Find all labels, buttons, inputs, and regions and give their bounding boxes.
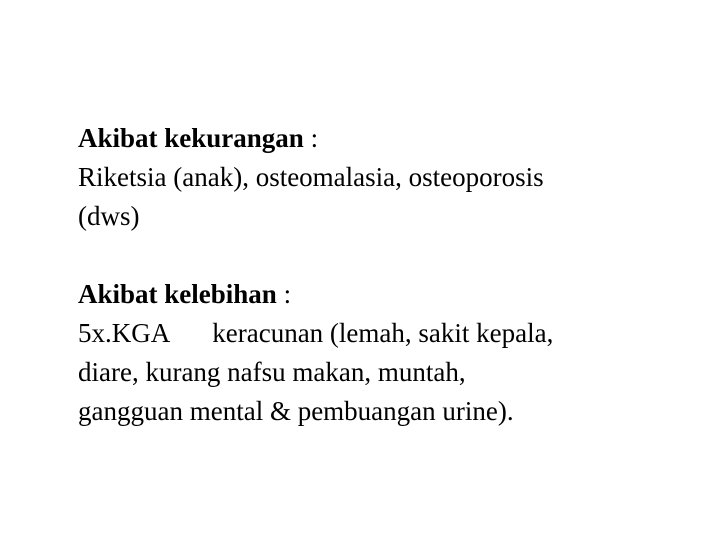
excess-dose: 5x.KGA: [78, 318, 171, 348]
section-spacer: [78, 236, 698, 275]
excess-line-2: diare, kurang nafsu makan, muntah,: [78, 357, 466, 387]
excess-heading-line: [78, 275, 698, 314]
deficiency-colon: :: [303, 123, 319, 153]
excess-colon: :: [276, 279, 292, 309]
excess-heading: Akibat kelebihan: [78, 279, 277, 309]
deficiency-line-2: (dws): [78, 201, 140, 231]
deficiency-heading: Akibat kekurangan: [78, 123, 304, 153]
excess-line-1-text: keracunan (lemah, sakit kepala,: [212, 318, 554, 348]
excess-line-1: [78, 314, 698, 353]
excess-line-3: gangguan mental & pembuangan urine).: [78, 396, 514, 426]
deficiency-line-1: Riketsia (anak), osteomalasia, osteoporosis: [78, 162, 544, 192]
slide-body: [78, 119, 698, 431]
deficiency-heading-line: [78, 119, 698, 158]
